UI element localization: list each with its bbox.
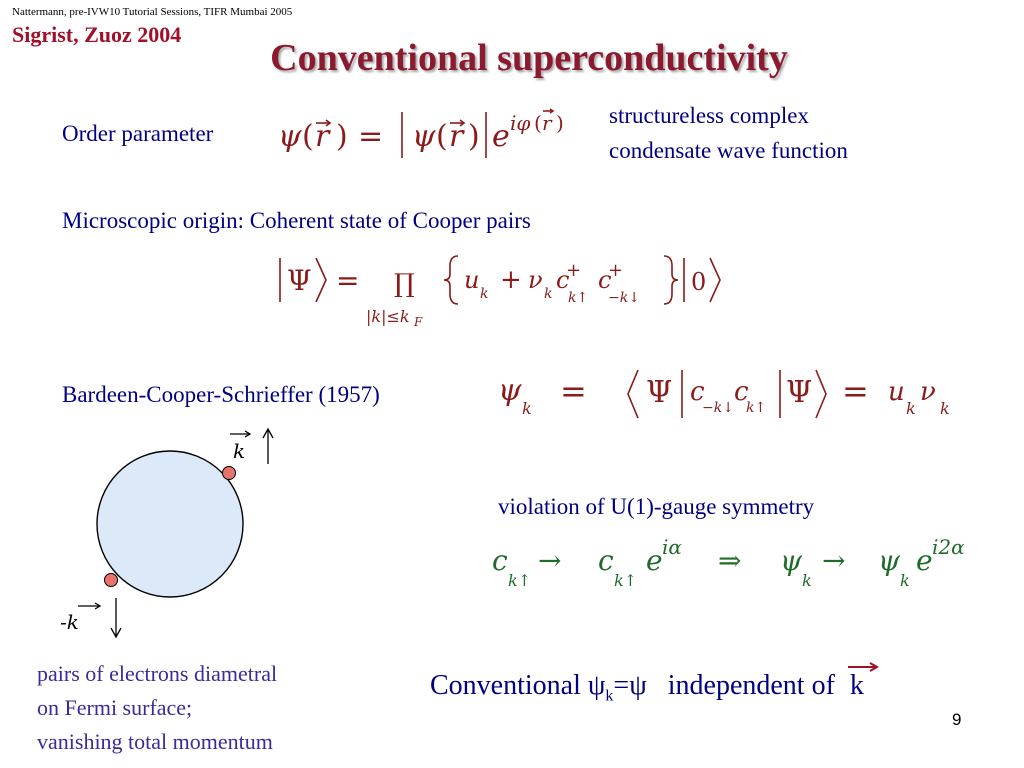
credit-line: Nattermann, pre-IVW10 Tutorial Sessions, TIFR Mumbai 2005 xyxy=(12,6,293,18)
microscopic-origin-label: Microscopic origin: Coherent state of Cooper pairs xyxy=(62,208,531,233)
svg-text:(: ( xyxy=(436,119,448,154)
svg-text:u: u xyxy=(888,377,905,407)
pairs-note-line1: pairs of electrons diametral xyxy=(37,661,278,686)
svg-text:Ψ: Ψ xyxy=(287,264,312,297)
vector-arrow-icon xyxy=(846,660,880,674)
svg-text:ψ: ψ xyxy=(412,119,436,154)
svg-text:c: c xyxy=(690,377,705,407)
svg-text:=: = xyxy=(560,372,587,410)
conclusion-eq: =ψ xyxy=(613,670,647,701)
svg-text:c: c xyxy=(556,266,570,294)
svg-text:|k|≤k: |k|≤k xyxy=(366,307,410,326)
svg-text:u: u xyxy=(464,266,480,294)
authors: Sigrist, Zuoz 2004 xyxy=(12,22,182,47)
svg-text:(: ( xyxy=(302,119,314,154)
conclusion-statement xyxy=(430,670,864,706)
svg-text:k: k xyxy=(522,399,532,418)
page-number: 9 xyxy=(952,710,962,729)
svg-text:Ψ: Ψ xyxy=(646,375,673,410)
svg-text:−k↓: −k↓ xyxy=(608,290,640,306)
svg-text:k: k xyxy=(480,286,489,302)
svg-text:k: k xyxy=(900,571,910,590)
conclusion-suffix: independent of xyxy=(667,670,835,701)
electron-k xyxy=(223,467,236,480)
svg-text:→: → xyxy=(822,544,846,577)
svg-text:ψ: ψ xyxy=(278,119,302,154)
k-label: k xyxy=(233,439,246,463)
svg-text:c: c xyxy=(598,266,612,294)
svg-text:−k↓: −k↓ xyxy=(702,400,734,416)
svg-text:k↑: k↑ xyxy=(568,290,589,306)
svg-text:=: = xyxy=(336,264,360,297)
svg-text:r: r xyxy=(542,111,552,135)
svg-text:): ) xyxy=(468,119,480,154)
svg-text:=: = xyxy=(842,372,869,410)
conclusion-k: k xyxy=(849,670,864,701)
bcs-formula xyxy=(490,362,980,432)
svg-text:r: r xyxy=(449,119,464,154)
svg-text:k: k xyxy=(544,286,553,302)
svg-text:ν: ν xyxy=(920,377,936,407)
svg-text:0: 0 xyxy=(691,268,707,296)
gauge-transformation-formula xyxy=(486,530,996,600)
order-parameter-formula xyxy=(270,100,580,170)
svg-text:k↑: k↑ xyxy=(614,571,638,590)
svg-text:): ) xyxy=(556,111,564,135)
svg-text:∏: ∏ xyxy=(394,269,415,299)
bcs-label: Bardeen-Cooper-Schrieffer (1957) xyxy=(62,382,380,407)
svg-text:ψ: ψ xyxy=(498,373,522,408)
svg-text:iα: iα xyxy=(662,535,682,559)
svg-text:k: k xyxy=(802,571,812,590)
electron-minus-k xyxy=(105,574,118,587)
conclusion-k-vector xyxy=(850,670,864,701)
svg-text:+: + xyxy=(566,260,582,281)
svg-text:c: c xyxy=(734,377,749,407)
svg-text:k↑: k↑ xyxy=(508,571,532,590)
svg-text:iφ: iφ xyxy=(510,111,531,135)
svg-text:(: ( xyxy=(534,111,542,135)
svg-text:+: + xyxy=(608,260,624,281)
violation-label: violation of U(1)-gauge symmetry xyxy=(498,494,815,519)
svg-text:e: e xyxy=(916,544,933,577)
svg-text:k↑: k↑ xyxy=(746,400,767,416)
fermi-circle xyxy=(97,451,243,597)
svg-text:k: k xyxy=(940,399,950,418)
svg-text:⇒: ⇒ xyxy=(718,544,742,577)
slide-title: Conventional superconductivity xyxy=(270,37,788,79)
svg-text:=: = xyxy=(358,119,384,154)
svg-text:+: + xyxy=(500,265,522,295)
order-parameter-label: Order parameter xyxy=(62,121,214,146)
svg-text:ψ: ψ xyxy=(780,544,802,577)
svg-text:Ψ: Ψ xyxy=(786,375,813,410)
svg-text:e: e xyxy=(492,119,510,154)
conclusion-prefix: Conventional ψ xyxy=(430,670,606,701)
svg-text:i2α: i2α xyxy=(932,535,965,559)
structureless-note-line1: structureless complex xyxy=(609,103,809,128)
structureless-note-line2: condensate wave function xyxy=(609,138,848,163)
conclusion-subscript: k xyxy=(605,687,614,705)
fermi-surface-diagram xyxy=(40,420,310,650)
pairs-note-line2: on Fermi surface; xyxy=(37,695,193,720)
svg-text:c: c xyxy=(492,544,508,577)
pairs-note-line3: vanishing total momentum xyxy=(37,729,273,754)
svg-text:c: c xyxy=(598,544,614,577)
svg-text:ψ: ψ xyxy=(878,544,900,577)
coherent-state-formula xyxy=(270,250,740,330)
pairs-note xyxy=(37,657,367,759)
svg-text:k: k xyxy=(906,399,916,418)
svg-text:): ) xyxy=(336,119,348,154)
svg-text:→: → xyxy=(538,544,562,577)
svg-text:F: F xyxy=(414,315,423,329)
minus-k-label: -k xyxy=(60,610,79,634)
svg-text:e: e xyxy=(646,544,663,577)
svg-text:r: r xyxy=(315,119,330,154)
svg-text:ν: ν xyxy=(528,266,543,294)
